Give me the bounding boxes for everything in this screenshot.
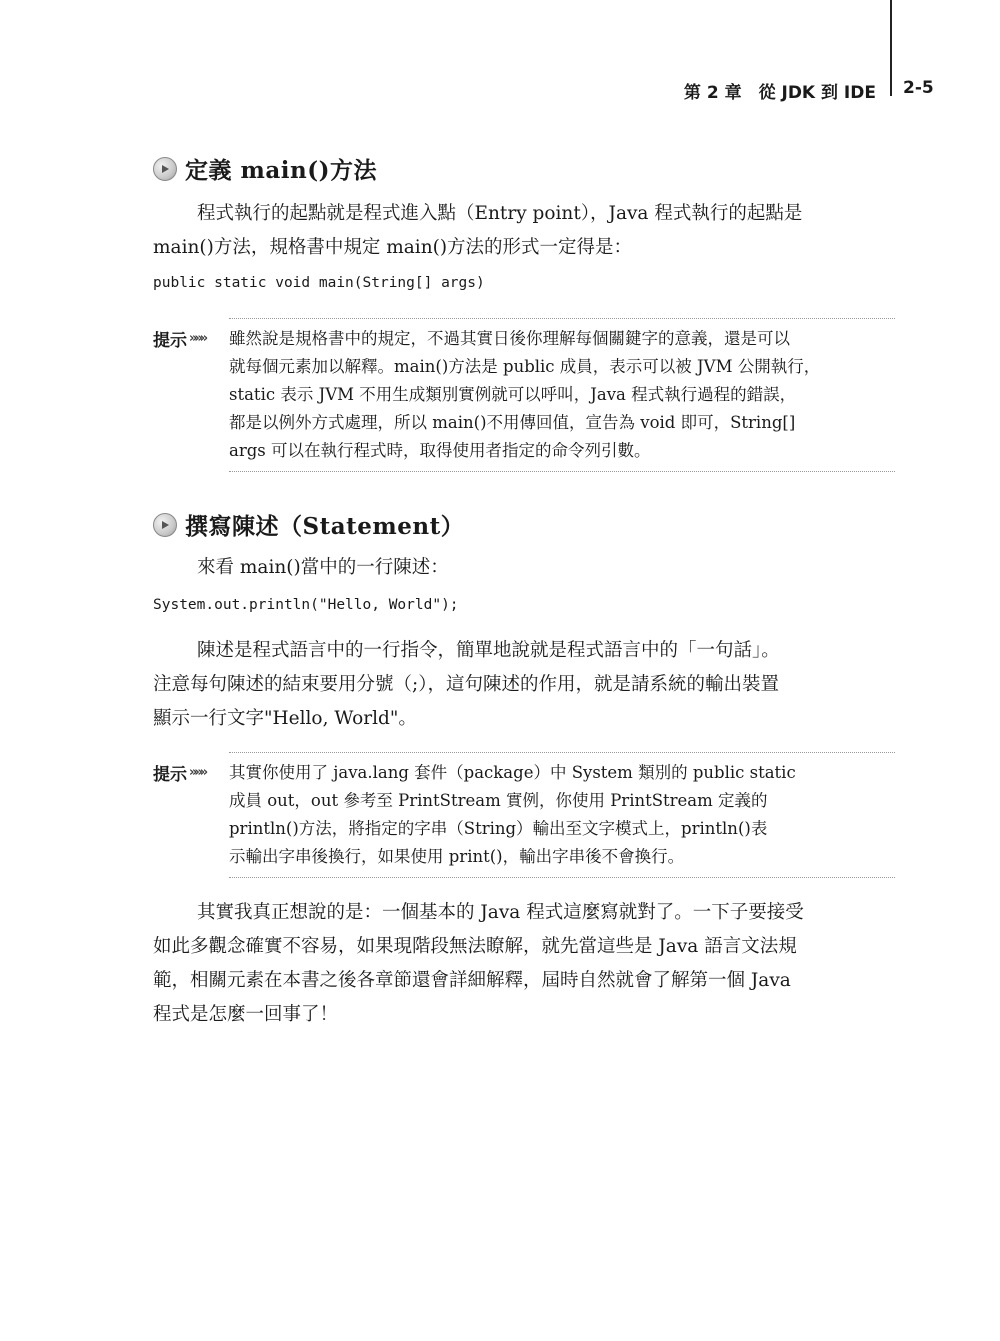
tip-box bbox=[153, 318, 895, 468]
code-println: System.out.println("Hello, World"); bbox=[153, 597, 459, 613]
tip-label bbox=[153, 760, 205, 785]
paragraph-line: main()方法，規格書中規定 main()方法的形式一定得是： bbox=[153, 237, 633, 258]
paragraph-line: 陳述是程式語言中的一行指令，簡單地說就是程式語言中的「一句話」。 bbox=[197, 640, 780, 661]
tip-line: 成員 out，out 參考至 PrintStream 實例，你使用 PrintStream 定義的 bbox=[229, 791, 768, 810]
tip-body bbox=[229, 318, 895, 472]
tip-box bbox=[153, 752, 895, 874]
tip-label bbox=[153, 326, 205, 351]
paragraph-entry-point bbox=[153, 197, 891, 265]
tip-label-text: 提示 bbox=[153, 765, 187, 785]
paragraph-line: 程式是怎麼一回事了！ bbox=[153, 1004, 339, 1025]
header-divider bbox=[890, 0, 892, 96]
play-bullet-icon bbox=[153, 157, 177, 181]
tip-line: 示輸出字串後換行，如果使用 print()，輸出字串後不會換行。 bbox=[229, 847, 685, 866]
section-heading-statement bbox=[153, 508, 464, 541]
paragraph-line: 程式執行的起點就是程式進入點（Entry point），Java 程式執行的起點是 bbox=[197, 203, 803, 224]
paragraph-statement bbox=[153, 634, 891, 736]
paragraph-line: 注意每句陳述的結束要用分號（;），這句陳述的作用，就是請系統的輸出裝置 bbox=[153, 674, 779, 695]
paragraph-line: 顯示一行文字"Hello, World"。 bbox=[153, 708, 417, 729]
section-title: 定義 main()方法 bbox=[185, 157, 377, 184]
paragraph-line: 範，相關元素在本書之後各章節還會詳細解釋，屆時自然就會了解第一個 Java bbox=[153, 970, 791, 991]
paragraph-line: 其實我真正想說的是：一個基本的 Java 程式這麼寫就對了。一下子要接受 bbox=[197, 902, 804, 923]
tip-line: 其實你使用了 java.lang 套件（package）中 System 類別的 public static bbox=[229, 763, 796, 782]
section-heading-main-method bbox=[153, 152, 377, 185]
page-number: 2-5 bbox=[903, 78, 934, 98]
tip-line: println()方法，將指定的字串（String）輸出至文字模式上，println()表 bbox=[229, 819, 768, 838]
triple-chevron-icon: »»» bbox=[189, 331, 206, 346]
paragraph-intro bbox=[153, 551, 891, 585]
paragraph-closing bbox=[153, 896, 891, 1032]
triple-chevron-icon: »»» bbox=[189, 765, 206, 780]
tip-label-text: 提示 bbox=[153, 331, 187, 351]
tip-line: args 可以在執行程式時，取得使用者指定的命令列引數。 bbox=[229, 441, 651, 460]
tip-line: static 表示 JVM 不用生成類別實例就可以呼叫，Java 程式執行過程的錯誤， bbox=[229, 385, 797, 404]
section-title: 撰寫陳述（Statement） bbox=[185, 513, 465, 540]
tip-body bbox=[229, 752, 895, 878]
paragraph-line: 如此多觀念確實不容易，如果現階段無法瞭解，就先當這些是 Java 語言文法規 bbox=[153, 936, 797, 957]
tip-line: 都是以例外方式處理，所以 main()不用傳回值，宣告為 void 即可，String[] bbox=[229, 413, 796, 432]
play-bullet-icon bbox=[153, 513, 177, 537]
tip-line: 就每個元素加以解釋。main()方法是 public 成員，表示可以被 JVM 公開執行， bbox=[229, 357, 821, 376]
paragraph-line: 來看 main()當中的一行陳述： bbox=[197, 557, 449, 578]
tip-line: 雖然說是規格書中的規定，不過其實日後你理解每個關鍵字的意義，還是可以 bbox=[229, 329, 790, 348]
code-main-signature: public static void main(String[] args) bbox=[153, 275, 485, 291]
chapter-title: 第 2 章 從 JDK 到 IDE bbox=[683, 83, 876, 103]
